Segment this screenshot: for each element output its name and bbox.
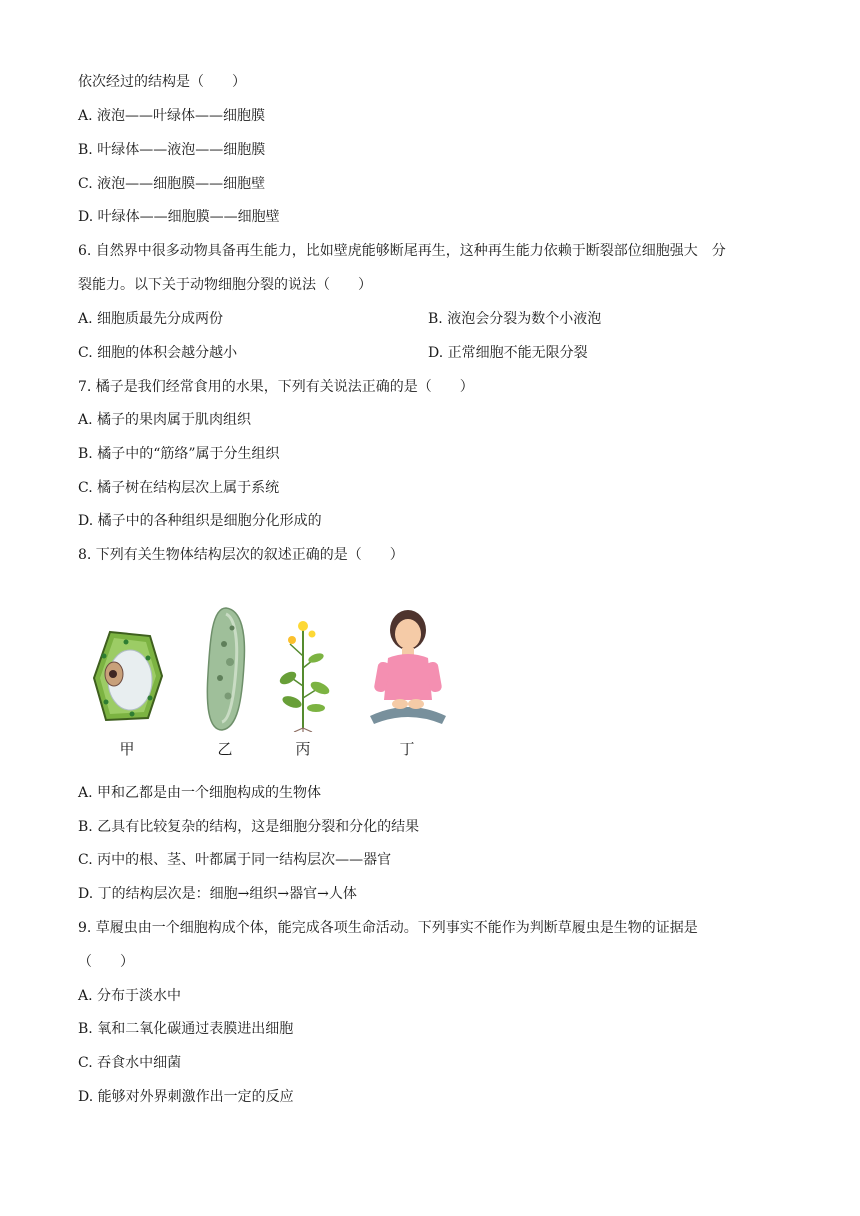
- q5-option-d[interactable]: D. 叶绿体——细胞膜——细胞壁: [78, 209, 280, 225]
- q8-option-c[interactable]: C. 丙中的根、茎、叶都属于同一结构层次——器官: [78, 852, 392, 868]
- q6-option-b[interactable]: B. 液泡会分裂为数个小液泡: [428, 311, 602, 327]
- figure-label-yi: 乙: [217, 740, 233, 758]
- q9-option-b[interactable]: B. 氧和二氧化碳通过表膜进出细胞: [78, 1021, 294, 1037]
- q8-option-d[interactable]: D. 丁的结构层次是：细胞→组织→器官→人体: [78, 886, 357, 902]
- figure-label-ding: 丁: [399, 740, 415, 758]
- q5-stem: 依次经过的结构是（ ）: [78, 74, 246, 90]
- q8-stem: 8. 下列有关生物体结构层次的叙述正确的是（ ）: [78, 547, 404, 563]
- figure-label-bing: 丙: [295, 740, 311, 758]
- q9-option-a[interactable]: A. 分布于淡水中: [78, 988, 182, 1004]
- q9-option-c[interactable]: C. 吞食水中细菌: [78, 1055, 182, 1071]
- q7-option-c[interactable]: C. 橘子树在结构层次上属于系统: [78, 480, 280, 496]
- q9-option-d[interactable]: D. 能够对外界刺激作出一定的反应: [78, 1089, 294, 1105]
- girl-image: [366, 604, 450, 732]
- q9-stem-line2: （ ）: [78, 954, 134, 970]
- q6-stem-line1: 6. 自然界中很多动物具备再生能力，比如壁虎能够断尾再生，这种再生能力依赖于断裂部位细胞强大 分: [78, 243, 726, 259]
- q7-option-d[interactable]: D. 橘子中的各种组织是细胞分化形成的: [78, 513, 322, 529]
- q6-option-c[interactable]: C. 细胞的体积会越分越小: [78, 345, 238, 361]
- q7-option-a[interactable]: A. 橘子的果肉属于肌肉组织: [78, 412, 252, 428]
- q8-figure: [90, 600, 470, 770]
- q9-stem-line1: 9. 草履虫由一个细胞构成个体，能完成各项生命活动。下列事实不能作为判断草履虫是生物的证据是: [78, 920, 698, 936]
- q5-option-c[interactable]: C. 液泡——细胞膜——细胞壁: [78, 176, 266, 192]
- q6-options-row1: [78, 309, 778, 329]
- q8-option-b[interactable]: B. 乙具有比较复杂的结构，这是细胞分裂和分化的结果: [78, 819, 420, 835]
- q6-stem-line2: 裂能力。以下关于动物细胞分裂的说法（ ）: [78, 277, 372, 293]
- q8-option-a[interactable]: A. 甲和乙都是由一个细胞构成的生物体: [78, 785, 322, 801]
- q6-option-a[interactable]: A. 细胞质最先分成两份: [78, 311, 224, 327]
- figure-label-jia: 甲: [119, 740, 135, 758]
- q5-option-b[interactable]: B. 叶绿体——液泡——细胞膜: [78, 142, 266, 158]
- plant-image: [270, 616, 336, 732]
- q7-stem: 7. 橘子是我们经常食用的水果，下列有关说法正确的是（ ）: [78, 379, 474, 395]
- q5-option-a[interactable]: A. 液泡——叶绿体——细胞膜: [78, 108, 266, 124]
- paramecium-image: [202, 604, 250, 734]
- q7-option-b[interactable]: B. 橘子中的“筋络”属于分生组织: [78, 446, 280, 462]
- q6-option-d[interactable]: D. 正常细胞不能无限分裂: [428, 345, 588, 361]
- plant-cell-image: [92, 628, 164, 724]
- q6-options-row2: [78, 343, 778, 363]
